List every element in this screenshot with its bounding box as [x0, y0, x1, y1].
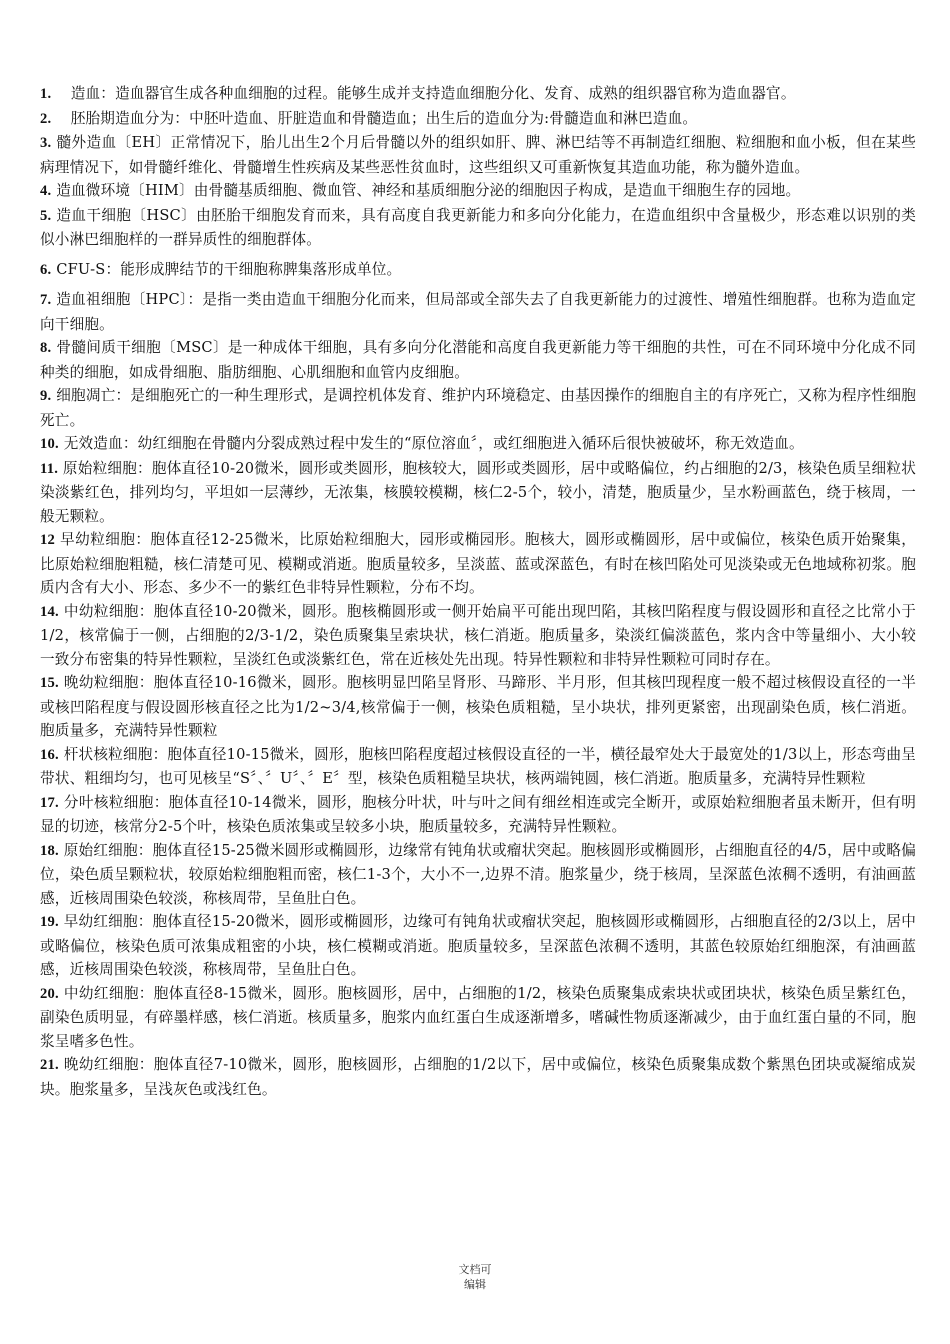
- entry-15: 15. 晚幼粒细胞：胞体直径10-16微米，圆形。胞核明显凹陷呈肾形、马蹄形、半月形，但其核凹现程度一般不超过核假设直径的一半或核凹陷程度与假设圆形核直径之比为1/2~3/4,核常偏于一侧，核染色质粗糙，呈小块状，排列更紧密，出现副染色质，核仁消逝。胞质量多，充满特异性颗粒: [40, 674, 916, 739]
- entry-5: 5. 造血干细胞〔HSC〕由胚胎干细胞发育而来，具有高度自我更新能力和多向分化能力，在造血组织中含量极少，形态难以识别的类似小淋巴细胞样的一群异质性的细胞群体。: [40, 206, 916, 248]
- entry-2: 2. 胚胎期造血分为：中胚叶造血、肝脏造血和骨髓造血；出生后的造血分为:骨髓造血和淋巴造血。: [40, 109, 698, 127]
- entry-3: 3. 髓外造血〔EH〕正常情况下，胎儿出生2个月后骨髓以外的组织如肝、脾、淋巴结等不再制造红细胞、粒细胞和血小板，但在某些病理情况下，如骨髓纤维化、骨髓增生性疾病及某些恶性贫血时，这些组织又可重新恢复其造血功能，称为髓外造血。: [40, 134, 916, 176]
- footer-line-1: 文档可: [458, 1263, 492, 1276]
- document-body: [40, 82, 916, 1101]
- entry-9: 9. 细胞凋亡：是细胞死亡的一种生理形式，是调控机体发育、维护内环境稳定、由基因操作的细胞自主的有序死亡，又称为程序性细胞死亡。: [40, 387, 916, 429]
- entry-7: 7. 造血祖细胞〔HPC〕：是指一类由造血干细胞分化而来，但局部或全部失去了自我更新能力的过渡性、增殖性细胞群。也称为造血定向干细胞。: [40, 291, 917, 333]
- entry-18: 18. 原始红细胞：胞体直径15-25微米圆形或椭圆形，边缘常有钝角状或瘤状突起。胞核圆形或椭圆形，占细胞直径的4/5，居中或略偏位，染色质呈颗粒状，较原始粒细胞粗而密，核仁1-3个，大小不一,边界不清。胞浆量少，绕于核周，呈深蓝色浓稠不透明，有油画蓝感，近核周围染色较淡，称核周带，呈鱼肚白色。: [40, 841, 916, 907]
- page-footer: [0, 1262, 950, 1292]
- entry-17: 17. 分叶核粒细胞：胞体直径10-14微米，圆形，胞核分叶状，叶与叶之间有细丝相连或完全断开，或原始粒细胞者虽未断开，但有明显的切迹，核常分2-5个叶，核染色质浓集或呈较多小块，胞质量较多，充满特异性颗粒。: [40, 793, 916, 835]
- entry-6: 6. CFU-S：能形成脾结节的干细胞称脾集落形成单位。: [40, 260, 402, 278]
- entry-11: 11. 原始粒细胞：胞体直径10-20微米，圆形或类圆形，胞核较大，圆形或类圆形，居中或略偏位，约占细胞的2/3，核染色质呈细粒状染淡紫红色，排列均匀，平坦如一层薄纱，无浓集，核膜较模糊，核仁2-5个，较小，清楚，胞质量少，呈水粉画蓝色，绕于核周，一般无颗粒。: [40, 459, 916, 525]
- entry-8: 8. 骨髓间质干细胞〔MSC〕是一种成体干细胞，具有多向分化潜能和高度自我更新能力等干细胞的共性，可在不同环境中分化成不同种类的细胞，如成骨细胞、脂肪细胞、心肌细胞和血管内皮细胞。: [40, 339, 916, 381]
- footer-line-2: 编辑: [464, 1278, 486, 1291]
- entry-1: 1. 造血：造血器官生成各种血细胞的过程。能够生成并支持造血细胞分化、发育、成熟的组织器官称为造血器官。: [40, 85, 796, 102]
- entry-16: 16. 杆状核粒细胞：胞体直径10-15微米，圆形，胞核凹陷程度超过核假设直径的一半，横径最窄处大于最宽处的1/3以上，形态弯曲呈带状、粗细均匀，也可见核呈“S〞、〞U〞、〞E〞型，核染色质粗糙呈块状，核两端钝圆，核仁消逝。胞质量多，充满特异性颗粒: [40, 745, 916, 787]
- entry-20: 20. 中幼红细胞：胞体直径8-15微米，圆形。胞核圆形，居中，占细胞的1/2，核染色质聚集成索块状或团块状，核染色质呈紫红色，副染色质明显，有碎墨样感，核仁消逝。核质量多，胞浆内血红蛋白生成逐渐增多，嗜碱性物质逐渐减少，由于血红蛋白量的不同，胞浆呈嗜多色性。: [40, 984, 916, 1050]
- entry-4: 4. 造血微环境〔HIM〕由骨髓基质细胞、微血管、神经和基质细胞分泌的细胞因子构成，是造血干细胞生存的园地。: [40, 182, 801, 199]
- entry-10: 10. 无效造血：幼红细胞在骨髓内分裂成熟过程中发生的“原位溶血〞，或红细胞进入循环后很快被破坏，称无效造血。: [40, 435, 804, 452]
- entry-21: 21. 晚幼红细胞：胞体直径7-10微米，圆形，胞核圆形，占细胞的1/2以下，居中或偏位，核染色质聚集成数个紫黑色团块或凝缩成炭块。胞浆量多，呈浅灰色或浅红色。: [40, 1056, 916, 1098]
- entry-12: 12 早幼粒细胞：胞体直径12-25微米，比原始粒细胞大，园形或椭园形。胞核大，圆形或椭圆形，居中或偏位，核染色质开始聚集，比原始粒细胞粗糙，核仁清楚可见、模糊或消逝。胞质量较多，呈淡蓝、蓝或深蓝色，有时在核凹陷处可见淡染或无色地域称初浆。胞质内含有大小、形态、多少不一的紫红色非特异性颗粒，分布不均。: [40, 531, 916, 596]
- entry-19: 19. 早幼红细胞：胞体直径15-20微米，圆形或椭圆形，边缘可有钝角状或瘤状突起，胞核圆形或椭圆形，占细胞直径的2/3以上，居中或略偏位，核染色质可浓集成粗密的小块，核仁模糊或消逝。胞质量较多，呈深蓝色浓稠不透明，其蓝色较原始红细胞深，有油画蓝感，近核周围染色较淡，称核周带，呈鱼肚白色。: [40, 913, 916, 978]
- entry-14: 14. 中幼粒细胞：胞体直径10-20微米，圆形。胞核椭圆形或一侧开始扁平可能出现凹陷，其核凹陷程度与假设圆形和直径之比常小于1/2，核常偏于一侧，占细胞的2/3-1/2，染色质聚集呈索块状，核仁消逝。胞质量多，染淡红偏淡蓝色，浆内含中等量细小、大小较一致分布密集的特异性颗粒，呈淡红色或淡紫红色，常在近核处先出现。特异性颗粒和非特异性颗粒可同时存在。: [40, 602, 916, 668]
